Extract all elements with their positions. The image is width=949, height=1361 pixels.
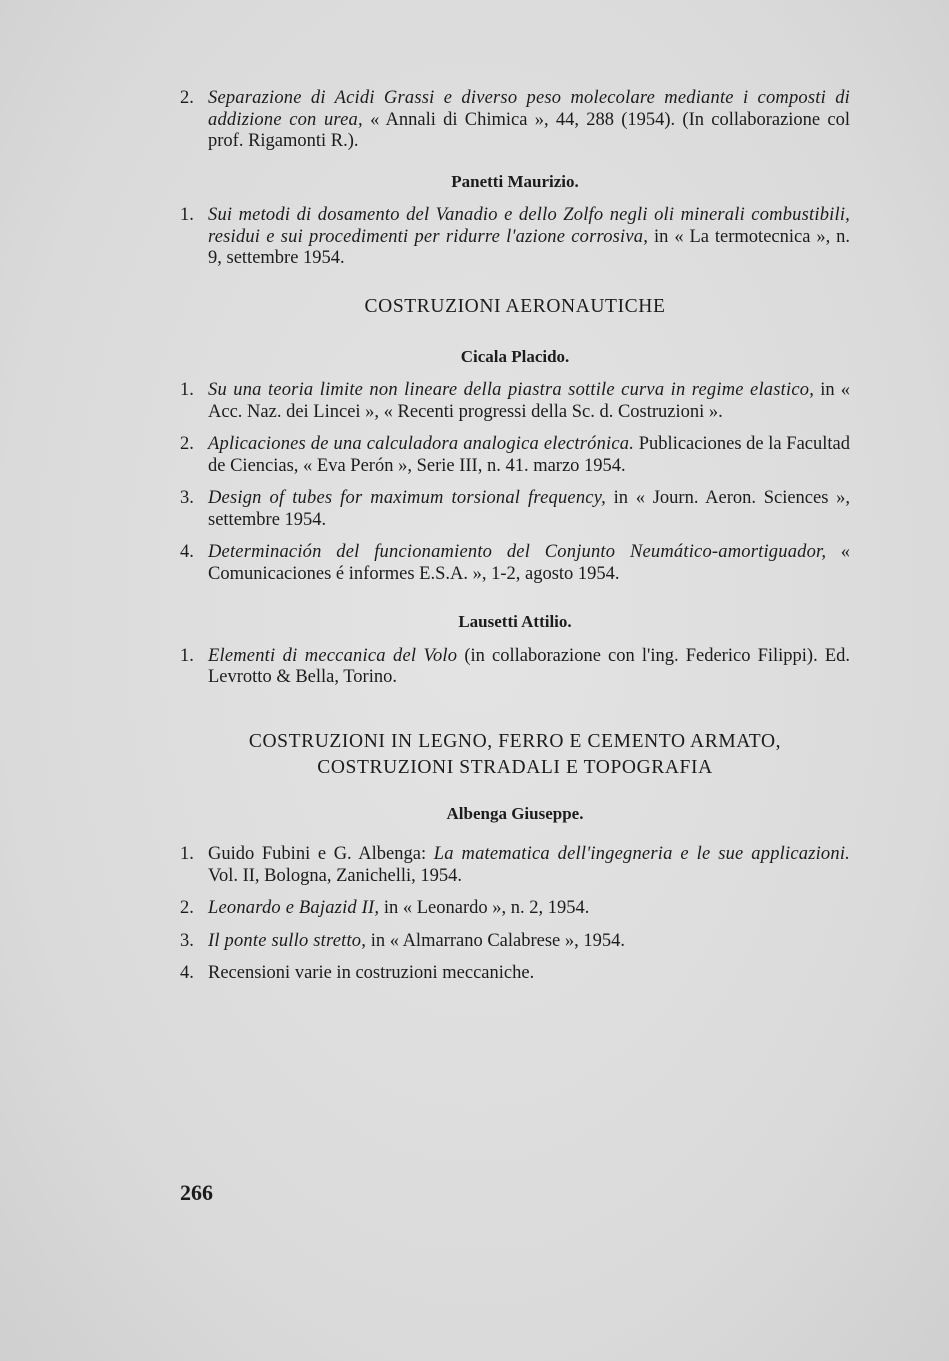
bibliography-entry	[180, 488, 850, 531]
entry-text	[208, 931, 850, 953]
entry-details: (in collaborazione con l'ing. Federico Filippi). Ed. Levrotto & Bella, Torino.	[208, 645, 850, 687]
entry-details: in « Almarrano Calabrese », 1954.	[370, 930, 626, 951]
entry-title: La matematica dell'ingegneria e le sue applicazioni.	[433, 844, 850, 864]
entry-title: Su una teoria limite non lineare della piastra sottile curva in regime elastico,	[208, 380, 815, 400]
entry-text	[208, 898, 850, 920]
entry-text	[208, 844, 850, 887]
entry-details: in « Leonardo », n. 2, 1954.	[383, 898, 590, 918]
author-heading: Albenga Giuseppe.	[446, 803, 584, 823]
section-heading: COSTRUZIONI AERONAUTICHE	[364, 295, 666, 317]
entry-text	[208, 88, 850, 153]
author-heading: Panetti Maurizio.	[451, 171, 579, 191]
entry-details: in « Acc. Naz. dei Lincei », « Recenti progressi della Sc. d. Costruzioni ».	[208, 380, 851, 422]
entry-number: 1.	[180, 205, 194, 225]
entry-number: 3.	[180, 930, 194, 951]
bibliography-entry	[180, 963, 850, 985]
entry-text	[208, 488, 850, 531]
entry-text	[208, 646, 850, 689]
entry-title: Sui metodi di dosamento del Vanadio e dello Zolfo negli oli minerali combustibili, residui e sui procedimenti per ridurre l'azione corrosiva,	[208, 205, 850, 247]
entry-details: « Comunicaciones é informes E.S.A. », 1-2, agosto 1954.	[208, 542, 850, 584]
page-number: 266	[180, 1180, 213, 1205]
entry-title: Determinación del funcionamiento del Conjunto Neumático-amortiguador,	[208, 542, 827, 562]
entry-number: 2.	[180, 898, 194, 918]
bibliography-entry	[180, 542, 850, 585]
entry-title: Aplicaciones de una calculadora analogica electrónica.	[208, 434, 635, 454]
section-heading-line: COSTRUZIONI IN LEGNO, FERRO E CEMENTO ARMATO,	[248, 730, 782, 752]
bibliography-entry	[180, 88, 850, 153]
entry-title: Il ponte sullo stretto,	[208, 930, 367, 951]
entry-number: 2.	[180, 434, 194, 454]
section-heading	[180, 729, 850, 781]
entry-title: Elementi di meccanica del Volo	[208, 645, 458, 666]
entry-authors: Guido Fubini e G. Albenga:	[208, 844, 427, 864]
bibliography-entry	[180, 380, 850, 423]
author-heading: Lausetti Attilio.	[458, 612, 572, 631]
bibliography-entry	[180, 646, 850, 689]
entry-text	[208, 434, 850, 477]
bibliography-entry	[180, 844, 850, 887]
bibliography-entry	[180, 898, 850, 920]
entry-number: 1.	[180, 645, 194, 666]
entry-details: Publicaciones de la Facultad de Ciencias, « Eva Perón », Serie III, n. 41. marzo 1954.	[208, 434, 851, 476]
bibliography-entry	[180, 434, 850, 477]
entry-details: « Annali di Chimica », 44, 288 (1954). (In collaborazione col prof. Rigamonti R.).	[208, 109, 850, 151]
entry-title: Design of tubes for maximum torsional frequency,	[208, 488, 606, 508]
entry-number: 3.	[180, 488, 194, 508]
entry-number: 2.	[180, 88, 194, 108]
entry-number: 4.	[180, 963, 194, 983]
author-heading: Cicala Placido.	[460, 346, 570, 366]
text-block	[180, 88, 850, 996]
entry-title: Separazione di Acidi Grassi e diverso peso molecolare mediante i composti di addizione con urea,	[208, 88, 850, 130]
bibliography-entry	[180, 205, 850, 270]
entry-number: 4.	[180, 542, 194, 562]
entry-details: Vol. II, Bologna, Zanichelli, 1954.	[208, 865, 462, 886]
entry-title: Leonardo e Bajazid II,	[208, 898, 380, 918]
entry-text: Recensioni varie in costruzioni meccaniche.	[208, 963, 535, 983]
entry-text	[208, 542, 850, 585]
entry-text	[208, 205, 850, 270]
entry-text	[208, 380, 850, 423]
entry-number: 1.	[180, 380, 194, 400]
entry-details: in « Journ. Aeron. Sciences », settembre 1954.	[208, 488, 851, 530]
section-heading-line: COSTRUZIONI STRADALI E TOPOGRAFIA	[317, 756, 713, 778]
entry-details: in « La termotecnica », n. 9, settembre 1954.	[208, 226, 851, 268]
bibliography-entry	[180, 931, 850, 953]
entry-number: 1.	[180, 844, 194, 864]
